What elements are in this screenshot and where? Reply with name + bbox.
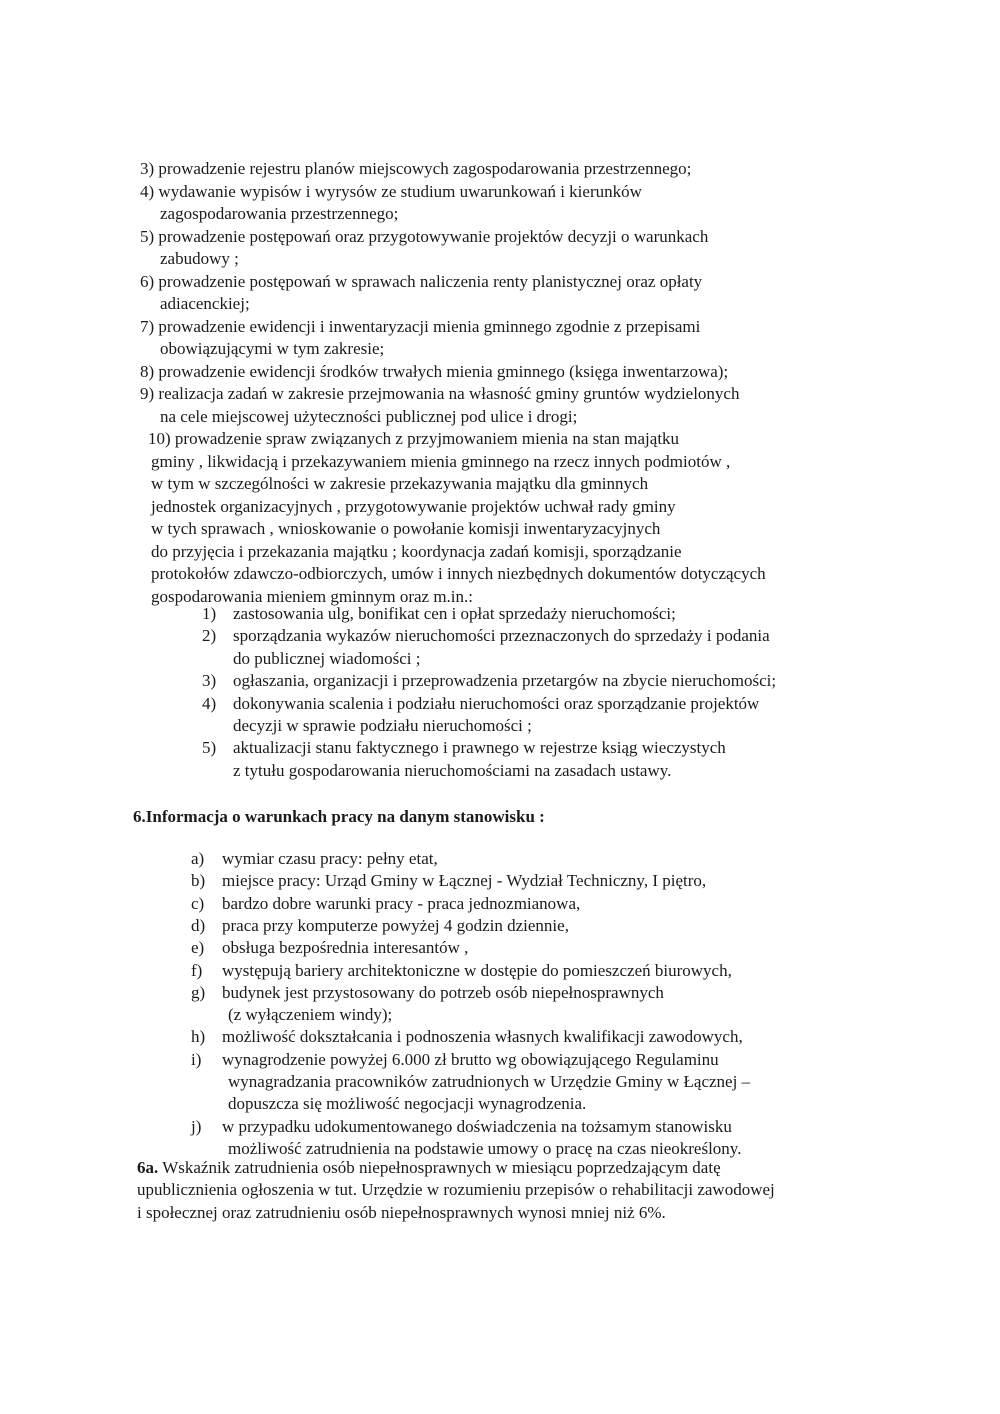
duty-item: 6) prowadzenie postępowań w sprawach naliczenia renty planistycznej oraz opłaty	[140, 271, 703, 291]
condition-text: możliwość dokształcania i podnoszenia własnych kwalifikacji zawodowych,	[222, 1027, 743, 1047]
duty-item-continuation: adiacenckiej;	[160, 294, 250, 313]
condition-text: budynek jest przystosowany do potrzeb osób niepełnosprawnych	[222, 982, 664, 1002]
duty-item: 7) prowadzenie ewidencji i inwentaryzacji mienia gminnego zgodnie z przepisami	[140, 316, 701, 336]
duty-item-continuation: zabudowy ;	[160, 249, 239, 268]
subitem-text: zastosowania ulg, bonifikat cen i opłat sprzedaży nieruchomości;	[233, 604, 676, 623]
section-6a-text: Wskaźnik zatrudnienia osób niepełnosprawnych w miesiącu poprzedzającym datę	[158, 1158, 721, 1177]
condition-letter: d)	[191, 915, 206, 935]
duty-item: 10) prowadzenie spraw związanych z przyjmowaniem mienia na stan majątku	[148, 429, 680, 448]
duty-item-continuation: gospodarowania mieniem gminnym oraz m.in.:	[151, 586, 473, 606]
condition-continuation: możliwość zatrudnienia na podstawie umowy o pracę na czas nieokreślony.	[228, 1138, 742, 1158]
duty-item-continuation: gminy , likwidacją i przekazywaniem mienia gminnego na rzecz innych podmiotów ,	[151, 451, 731, 471]
condition-continuation: (z wyłączeniem windy);	[228, 1005, 393, 1025]
condition-letter: h)	[191, 1027, 206, 1047]
subitem-text: dokonywania scalenia i podziału nieruchomości oraz sporządzanie projektów	[233, 693, 760, 713]
duty-item: 5) prowadzenie postępowań oraz przygotowywanie projektów decyzji o warunkach	[140, 226, 709, 246]
condition-letter: a)	[191, 849, 205, 868]
subitem-continuation: do publicznej wiadomości ;	[233, 648, 421, 668]
condition-letter: c)	[191, 893, 205, 913]
subitem-number: 3)	[202, 671, 217, 691]
condition-continuation: dopuszcza się możliwość negocjacji wynagrodzenia.	[228, 1094, 587, 1114]
duty-item-continuation: protokołów zdawczo-odbiorczych, umów i innych niezbędnych dokumentów dotyczących	[151, 564, 766, 583]
section-6-heading: 6.Informacja o warunkach pracy na danym stanowisku :	[133, 807, 545, 826]
duty-item-continuation: w tych sprawach , wnioskowanie o powołanie komisji inwentaryzacyjnych	[151, 519, 661, 538]
subitem-number: 1)	[202, 604, 217, 623]
duty-item-continuation: obowiązującymi w tym zakresie;	[160, 339, 385, 358]
condition-text: wymiar czasu pracy: pełny etat,	[222, 849, 438, 868]
subitem-text: aktualizacji stanu faktycznego i prawnego w rejestrze ksiąg wieczystych	[233, 738, 726, 758]
subitem-number: 2)	[202, 626, 217, 646]
subitem-text: ogłaszania, organizacji i przeprowadzenia przetargów na zbycie nieruchomości;	[233, 671, 777, 691]
subitem-number: 5)	[202, 738, 217, 758]
section-6a-line: upublicznienia ogłoszenia w tut. Urzędzie w rozumieniu przepisów o rehabilitacji zawodowej	[137, 1180, 775, 1200]
section-6a-label: 6a.	[137, 1158, 159, 1177]
section-6a-line: i społecznej oraz zatrudnieniu osób niepełnosprawnych wynosi mniej niż 6%.	[137, 1202, 666, 1222]
duty-item: 3) prowadzenie rejestru planów miejscowych zagospodarowania przestrzennego;	[140, 159, 692, 178]
condition-text: bardzo dobre warunki pracy - praca jednozmianowa,	[222, 893, 581, 913]
duty-item-continuation: do przyjęcia i przekazania majątku ; koordynacja zadań komisji, sporządzanie	[151, 541, 682, 561]
subitem-continuation: decyzji w sprawie podziału nieruchomości ;	[233, 716, 532, 735]
duty-item: 9) realizacja zadań w zakresie przejmowania na własność gminy gruntów wydzielonych	[140, 384, 740, 403]
condition-continuation: wynagradzania pracowników zatrudnionych w Urzędzie Gminy w Łącznej –	[228, 1072, 751, 1091]
section-6a-first-line	[137, 1157, 721, 1179]
duty-item-continuation: zagospodarowania przestrzennego;	[160, 204, 399, 223]
condition-text: w przypadku udokumentowanego doświadczenia na tożsamym stanowisku	[222, 1116, 732, 1136]
condition-letter: i)	[191, 1049, 202, 1069]
condition-text: wynagrodzenie powyżej 6.000 zł brutto wg obowiązującego Regulaminu	[222, 1049, 719, 1069]
subitem-continuation: z tytułu gospodarowania nieruchomościami na zasadach ustawy.	[233, 760, 672, 780]
condition-text: obsługa bezpośrednia interesantów ,	[222, 938, 469, 958]
duty-item-continuation: jednostek organizacyjnych , przygotowywanie projektów uchwał rady gminy	[151, 496, 676, 516]
condition-letter: f)	[191, 960, 203, 980]
duty-item-continuation: na cele miejscowej użyteczności publicznej pod ulice i drogi;	[160, 406, 578, 426]
condition-letter: b)	[191, 871, 206, 891]
condition-letter: e)	[191, 938, 205, 958]
duty-item: 8) prowadzenie ewidencji środków trwałych mienia gminnego (księga inwentarzowa);	[140, 361, 729, 381]
condition-text: praca przy komputerze powyżej 4 godzin dziennie,	[222, 915, 569, 935]
duty-item: 4) wydawanie wypisów i wyrysów ze studium uwarunkowań i kierunków	[140, 181, 642, 201]
condition-text: występują bariery architektoniczne w dostępie do pomieszczeń biurowych,	[222, 960, 732, 980]
condition-letter: j)	[191, 1116, 202, 1136]
condition-text: miejsce pracy: Urząd Gminy w Łącznej - Wydział Techniczny, I piętro,	[222, 871, 707, 891]
duty-item-continuation: w tym w szczególności w zakresie przekazywania majątku dla gminnych	[151, 474, 649, 493]
subitem-text: sporządzania wykazów nieruchomości przeznaczonych do sprzedaży i podania	[233, 626, 770, 646]
subitem-number: 4)	[202, 693, 217, 713]
condition-letter: g)	[191, 982, 206, 1002]
